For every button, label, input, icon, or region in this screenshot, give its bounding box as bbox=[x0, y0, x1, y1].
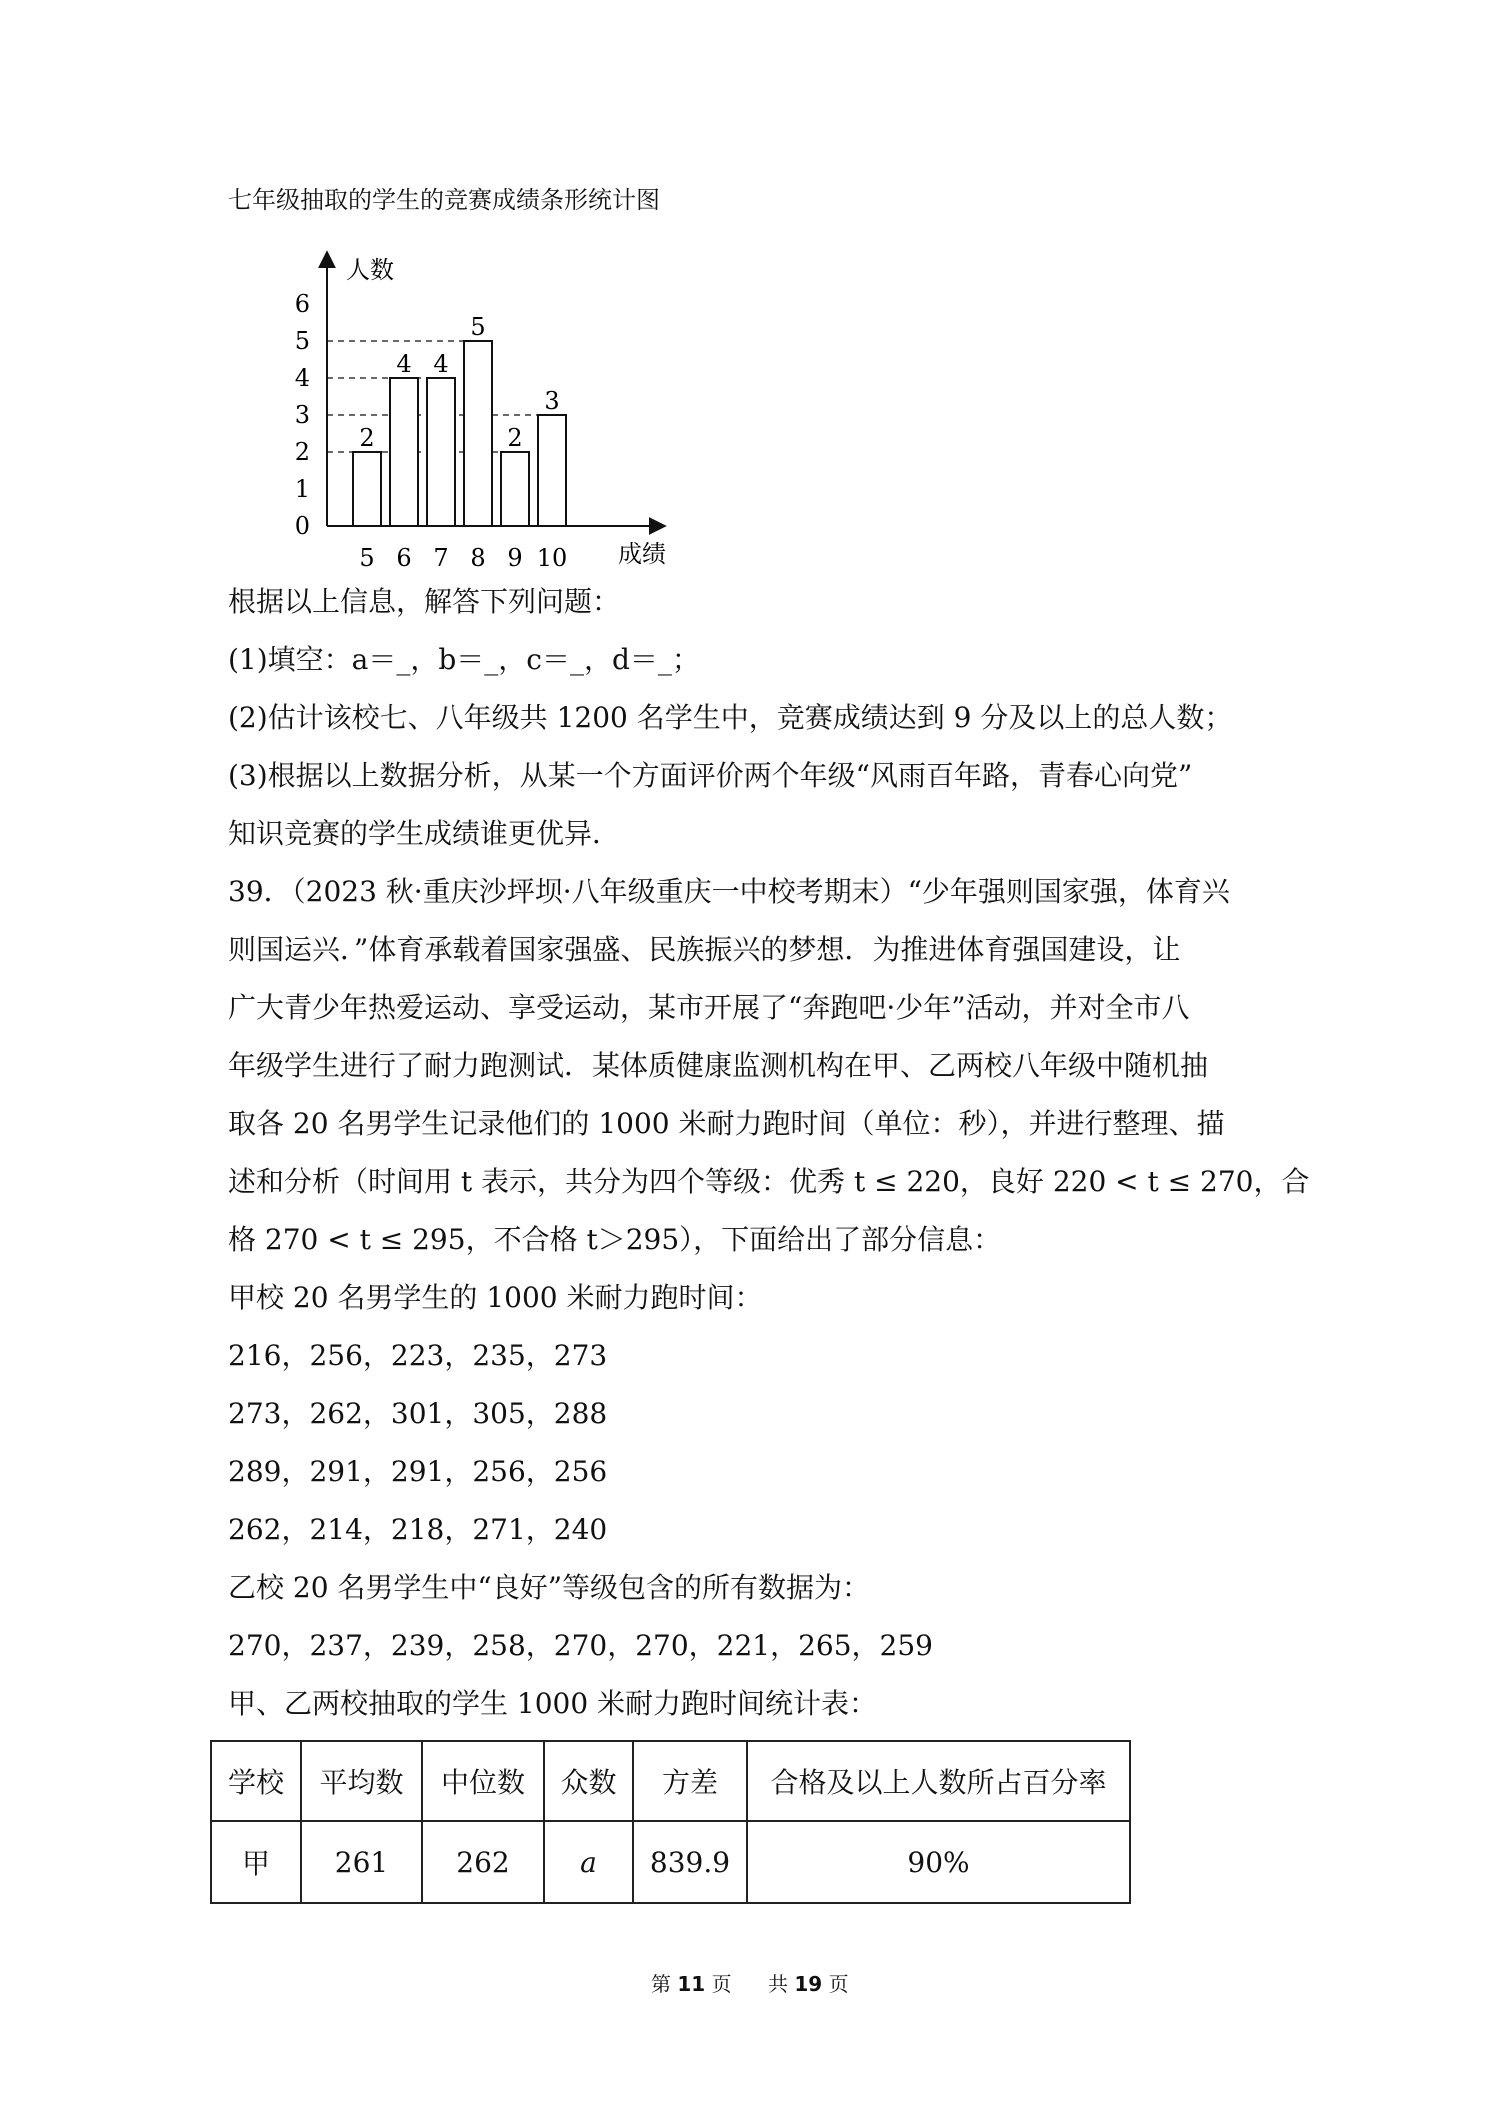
total-suffix: 页 bbox=[828, 1972, 849, 1996]
x-tick-9: 9 bbox=[507, 544, 523, 572]
text-line-18: 乙校 20 名男学生中“良好”等级包含的所有数据为： bbox=[228, 1571, 871, 1604]
x-tick-6: 6 bbox=[396, 544, 412, 572]
page-number bbox=[651, 1968, 732, 1997]
chart-caption: 七年级抽取的学生的竞赛成绩条形统计图 bbox=[228, 186, 660, 214]
text-line-13: 甲校 20 名男学生的 1000 米耐力跑时间： bbox=[228, 1281, 763, 1314]
bar-8 bbox=[464, 341, 492, 526]
text-line-3: (2)估计该校七、八年级共 1200 名学生中，竞赛成绩达到 9 分及以上的总人数； bbox=[228, 701, 1233, 734]
text-line-7: 则国运兴．”体育承载着国家强盛、民族振兴的梦想．为推进体育强国建设，让 bbox=[228, 933, 1181, 966]
page-prefix: 第 bbox=[651, 1972, 671, 1996]
bar-label-7: 4 bbox=[433, 350, 449, 378]
data-row-4: 262，214，218，271，240 bbox=[228, 1513, 608, 1546]
bar-label-10: 3 bbox=[544, 387, 560, 415]
page-total bbox=[768, 1968, 849, 1997]
data-row-5: 270，237，239，258，270，270，221，265，259 bbox=[228, 1629, 933, 1662]
text-line-2: (1)填空：a＝_，b＝_，c＝_，d＝_； bbox=[228, 643, 700, 676]
y-tick-2: 2 bbox=[294, 438, 310, 466]
header-variance: 方差 bbox=[633, 1741, 747, 1821]
stats-table bbox=[210, 1740, 1131, 1904]
cell-variance: 839.9 bbox=[633, 1821, 747, 1903]
x-tick-8: 8 bbox=[470, 544, 486, 572]
header-school: 学校 bbox=[211, 1741, 301, 1821]
y-axis-label: 人数 bbox=[346, 256, 394, 284]
data-row-3: 289，291，291，256，256 bbox=[228, 1455, 608, 1488]
bar-6 bbox=[390, 378, 418, 526]
bar-7 bbox=[427, 378, 455, 526]
data-row-2: 273，262，301，305，288 bbox=[228, 1397, 608, 1430]
cell-median: 262 bbox=[422, 1821, 544, 1903]
cell-mode: a bbox=[544, 1821, 633, 1903]
y-tick-6: 6 bbox=[294, 290, 310, 318]
bar-label-8: 5 bbox=[470, 313, 486, 341]
table-header-row bbox=[211, 1741, 1130, 1821]
bar-10 bbox=[538, 415, 566, 526]
bar-label-5: 2 bbox=[359, 424, 375, 452]
y-tick-4: 4 bbox=[294, 364, 310, 392]
text-line-11: 述和分析（时间用 t 表示，共分为四个等级：优秀 t ≤ 220，良好 220 < t ≤ 270，合 bbox=[228, 1165, 1310, 1198]
y-tick-1: 1 bbox=[294, 475, 310, 503]
header-pass-rate: 合格及以上人数所占百分率 bbox=[747, 1741, 1130, 1821]
table-row bbox=[211, 1821, 1130, 1903]
bar-label-6: 4 bbox=[396, 350, 412, 378]
header-mean: 平均数 bbox=[301, 1741, 422, 1821]
page-suffix: 页 bbox=[711, 1972, 732, 1996]
text-line-20: 甲、乙两校抽取的学生 1000 米耐力跑时间统计表： bbox=[228, 1687, 878, 1720]
y-tick-0: 0 bbox=[294, 512, 310, 540]
cell-school: 甲 bbox=[211, 1821, 301, 1903]
y-tick-5: 5 bbox=[294, 327, 310, 355]
bar-9 bbox=[501, 452, 529, 526]
text-line-12: 格 270 < t ≤ 295，不合格 t＞295），下面给出了部分信息： bbox=[228, 1223, 1002, 1256]
page-num: 11 bbox=[677, 1972, 706, 1996]
bar-chart bbox=[280, 240, 780, 580]
y-tick-3: 3 bbox=[294, 401, 310, 429]
x-tick-7: 7 bbox=[433, 544, 449, 572]
bar-5 bbox=[353, 452, 381, 526]
header-mode: 众数 bbox=[544, 1741, 633, 1821]
cell-pass-rate: 90% bbox=[747, 1821, 1130, 1903]
x-axis-label: 成绩 bbox=[618, 540, 666, 568]
text-line-10: 取各 20 名男学生记录他们的 1000 米耐力跑时间（单位：秒），并进行整理、描 bbox=[228, 1107, 1225, 1140]
text-line-5: 知识竞赛的学生成绩谁更优异． bbox=[228, 817, 621, 850]
text-line-4: (3)根据以上数据分析，从某一个方面评价两个年级“风雨百年路，青春心向党” bbox=[228, 759, 1193, 792]
text-line-8: 广大青少年热爱运动、享受运动，某市开展了“奔跑吧·少年”活动，并对全市八 bbox=[228, 991, 1190, 1024]
cell-mean: 261 bbox=[301, 1821, 422, 1903]
x-tick-5: 5 bbox=[359, 544, 375, 572]
header-median: 中位数 bbox=[422, 1741, 544, 1821]
total-prefix: 共 bbox=[768, 1972, 788, 1996]
bar-label-9: 2 bbox=[507, 424, 523, 452]
x-tick-10: 10 bbox=[536, 544, 568, 572]
text-line-1: 根据以上信息，解答下列问题： bbox=[228, 585, 621, 618]
total-num: 19 bbox=[794, 1972, 823, 1996]
text-line-6: 39．（2023 秋·重庆沙坪坝·八年级重庆一中校考期末）“少年强则国家强，体育兴 bbox=[228, 875, 1230, 908]
data-row-1: 216，256，223，235，273 bbox=[228, 1339, 608, 1372]
text-line-9: 年级学生进行了耐力跑测试．某体质健康监测机构在甲、乙两校八年级中随机抽 bbox=[228, 1049, 1209, 1082]
